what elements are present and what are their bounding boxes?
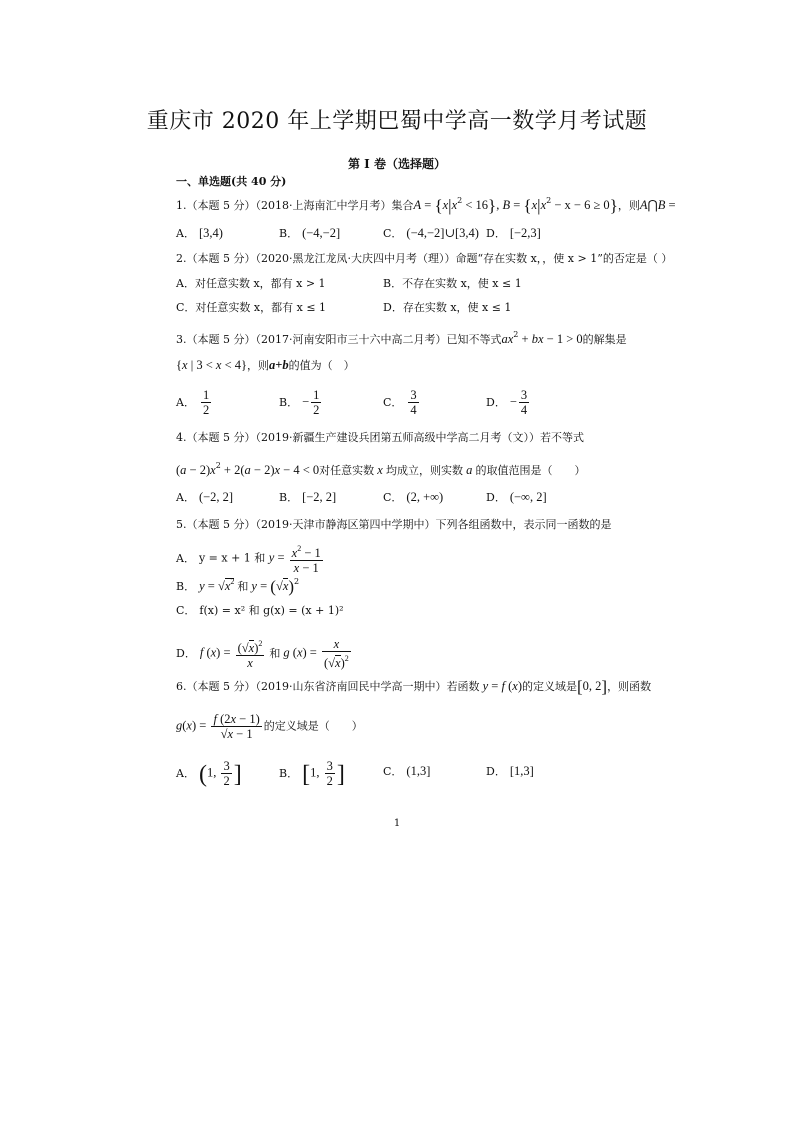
- question-4-option-a: A． (−2, 2]: [176, 490, 234, 504]
- question-4-stem: 4.（本题 5 分）（2019·新疆生产建设兵团第五师高级中学高二月考（文））若不等式: [176, 431, 584, 444]
- fraction: $\frac{3}{4}$: [520, 388, 528, 417]
- question-3-option-d: D． − $\frac{3}{4}$: [486, 388, 528, 417]
- question-1-suffix: ，则: [617, 199, 640, 212]
- inequality-formula: ax: [501, 332, 514, 346]
- question-3-option-a: A． $\frac{1}{2}$: [176, 388, 210, 417]
- question-6-stem: 6.（本题 5 分）（2019·山东省济南回民中学高一期中）若函数 y = f (x)的定义域是[0, 2]，则函数: [176, 677, 652, 696]
- variable-x: x: [374, 463, 386, 477]
- question-3-option-b: B． − $\frac{1}{2}$: [279, 388, 320, 417]
- set-a-formula: A: [413, 198, 422, 212]
- volume-title: 第 I 卷（选择题）: [348, 157, 446, 171]
- solution-set-formula: {: [176, 358, 182, 372]
- question-6-option-c: C． (1,3]: [383, 764, 431, 778]
- question-3-stem: 3.（本题 5 分）（2017·河南安阳市三十六中高二月考）已知不等式$ax^2$ + bx − 1 > 0的解集是: [176, 330, 627, 346]
- fraction: $\frac{3}{4}$: [410, 388, 417, 417]
- question-6-option-d: D． [1,3]: [486, 764, 534, 778]
- page-title: 重庆市 2020 年上学期巴蜀中学高一数学月考试题: [146, 109, 648, 134]
- question-5-option-d: D． f (x) = $\frac{(√x)^2}{x}$ 和 g (x) = $\frac{x}{(√x)^2}$: [176, 637, 349, 670]
- question-2-option-a: A．对任意实数 x，都有 x > 1: [176, 277, 326, 290]
- question-5-option-a: A． y = x + 1 和 y = $\frac{x^2 - 1}{x - 1}$: [176, 544, 321, 575]
- domain-formula: [: [577, 677, 583, 696]
- question-3-option-c: C． $\frac{3}{4}$: [383, 388, 417, 417]
- question-5-option-b: B． $y = √x^2$ 和 $y = (√x)^2$: [176, 577, 300, 596]
- question-5-option-c: C． f(x) = x² 和 g(x) = (x + 1)²: [176, 604, 344, 617]
- question-1-option-b: B． (−4,−2]: [279, 226, 341, 240]
- sum-formula: a: [269, 358, 276, 372]
- question-6-stem-line-2: g(x) = $\frac{f (2x - 1)}{√x - 1}$ 的定义域是（ ）: [176, 712, 363, 741]
- function-g-formula: g: [176, 718, 183, 733]
- variable-a: a: [462, 463, 476, 477]
- fraction: $\frac{1}{2}$: [313, 388, 320, 417]
- set-b-formula: B: [502, 198, 511, 212]
- intersection-formula: A: [639, 198, 648, 212]
- question-2-option-c: C．对任意实数 x，都有 x ≤ 1: [176, 301, 327, 314]
- fraction: $\frac{(√x)^2}{x}$: [237, 639, 263, 670]
- fraction: $\frac{3}{2}$: [326, 759, 333, 788]
- fraction: $\frac{3}{2}$: [223, 759, 230, 788]
- question-2-option-d: D．存在实数 x，使 x ≤ 1: [383, 301, 512, 314]
- question-4-option-c: C． (2, +∞): [383, 490, 444, 504]
- question-1-option-c: C． (−4,−2]∪[3,4): [383, 226, 479, 240]
- fraction: $\frac{1}{2}$: [202, 388, 210, 417]
- section-title: 一、单选题(共 40 分): [176, 175, 287, 188]
- function-formula: y: [479, 679, 489, 693]
- question-6-option-a: A． (1, $\frac{3}{2}$ ]: [176, 759, 242, 788]
- question-1-stem: 1.（本题 5 分）（2018·上海南汇中学月考）集合$A = \{x|x^2 < 16\}$, $B = \{x|x^2 - x - 6 \ge 0\}$，则A⋂B =: [176, 196, 676, 215]
- question-4-stem-line-2: $(a - 2)x^2 + 2(a - 2)x - 4 < 0$对任意实数 x 均成立，则实数 a 的取值范围是（ ）: [176, 461, 586, 477]
- question-2-stem: 2.（本题 5 分）（2020·黑龙江龙凤·大庆四中月考（理））命题“存在实数 x，，使 x > 1”的否定是（ ）: [176, 252, 673, 265]
- page-number: 1: [393, 818, 401, 829]
- question-2-option-b: B．不存在实数 x，使 x ≤ 1: [383, 277, 522, 290]
- inequality-formula: (: [176, 463, 181, 477]
- question-1-option-d: D． [−2,3]: [486, 226, 541, 240]
- fraction: $\frac{f (2x - 1)}{√x - 1}$: [213, 712, 260, 741]
- fraction: $\frac{x^2 - 1}{x - 1}$: [291, 544, 321, 575]
- question-3-stem-line-2: {x | 3 < x < 4}，则a+b的值为（ ）: [176, 358, 355, 372]
- question-5-stem: 5.（本题 5 分）（2019·天津市静海区第四中学期中）下列各组函数中，表示同一函数的是: [176, 518, 612, 531]
- question-1-prefix: 1.（本题 5 分）（2018·上海南汇中学月考）集合: [176, 199, 414, 212]
- question-6-option-b: B． [1, $\frac{3}{2}$ ]: [279, 759, 345, 788]
- question-4-option-d: D． (−∞, 2]: [486, 490, 547, 504]
- question-4-option-b: B． [−2, 2]: [279, 490, 337, 504]
- fraction: $\frac{x}{(√x)^2}$: [323, 637, 349, 670]
- question-1-option-a: A． [3,4): [176, 226, 223, 240]
